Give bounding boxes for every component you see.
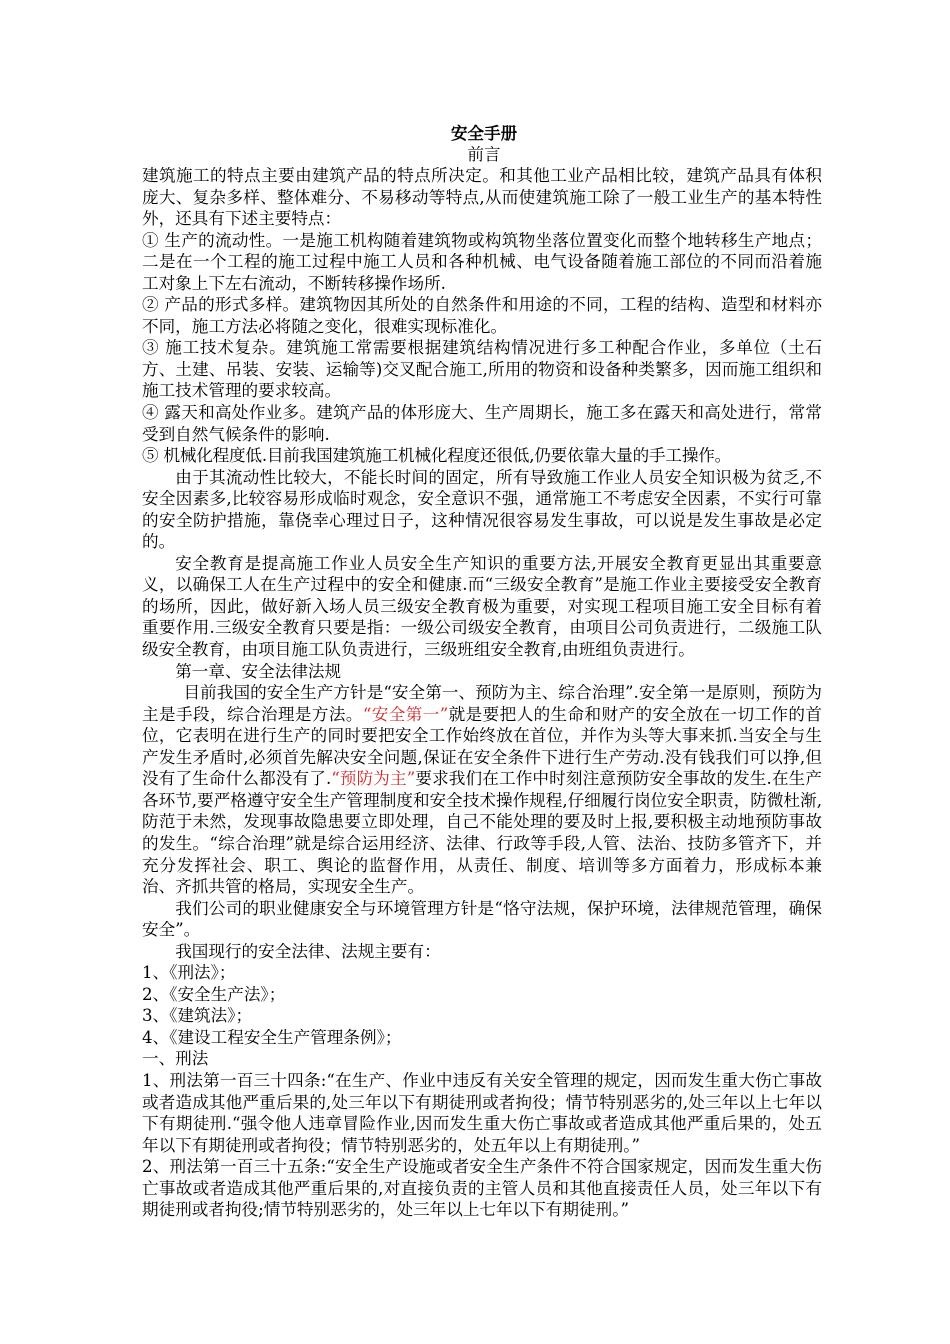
chapter-heading: 第一章、安全法律法规 (175, 661, 342, 681)
section-heading: 一、刑法 (142, 1049, 209, 1069)
intro-paragraph: 建筑施工的特点主要由建筑产品的特点所决定。和其他工业产品相比较，建筑产品具有体积庞大、复杂多样、整体难分、不易移动等特点,从而使建筑施工除了一般工业生产的基本特性外，还具有下述主要特点： (142, 166, 822, 229)
mobility-paragraph: 由于其流动性比较大，不能长时间的固定，所有导致施工作业人员安全知识极为贫乏,不安全因素多,比较容易形成临时观念，安全意识不强，通常施工不考虑安全因素，不实行可靠的安全防护措施，靠侥幸心理过日子，这种情况很容易发生事故，可以说是发生事故是必定的。 (142, 467, 822, 552)
policy-text-2: 就是要把人的生命和财产的安全放在一切工作的首位，它表明在进行生产的同时要把安全工作始终放在首位，并作为头等大事来抓.当安全与生产发生矛盾时,必须首先解决安全问题,保证在安全条件下进行生产劳动.没有钱我们可以挣,但没有了生命什么都没有了. (142, 704, 823, 789)
law-list-item: 2、《安全生产法》； (142, 984, 286, 1004)
policy-text-1: 目前我国的安全生产方针是“安全第一、预防为主、综合治理”.安全第一是原则，预防为主是手段，综合治理是方法。 (142, 683, 822, 724)
law-list-item: 1、《刑法》； (142, 963, 236, 983)
feature-item-2: ② 产品的形式多样。建筑物因其所处的自然条件和用途的不同，工程的结构、造型和材料亦不同，施工方法必将随之变化，很难实现标准化。 (142, 295, 822, 336)
education-paragraph: 安全教育是提高施工作业人员安全生产知识的重要方法,开展安全教育更显出其重要意义，以确保工人在生产过程中的安全和健康.而“三级安全教育”是施工作业主要接受安全教育的场所，因此，做好新入场人员三级安全教育极为重要，对实现工程项目施工安全目标有着重要作用.三级安全教育只要是指：一级公司级安全教育，由项目公司负责进行，二级施工队级安全教育，由项目施工队负责进行，三级班组安全教育,由班组负责进行。 (142, 553, 822, 660)
company-policy-paragraph: 我们公司的职业健康安全与环境管理方针是“恪守法规，保护环境，法律规范管理，确保安全”。 (142, 898, 822, 940)
article-paragraph-2: 2、刑法第一百三十五条:“安全生产设施或者安全生产条件不符合国家规定，因而发生重大伤亡事故或者造成其他严重后果的,对直接负责的主管人员和其他直接责任人员，处三年以下有期徒刑或者拘役;情节特别恶劣的，处三年以上七年以下有期徒刑。” (142, 1157, 822, 1220)
policy-highlight-safety-first: “安全第一” (362, 704, 449, 724)
document-subtitle: 前言 (467, 145, 501, 164)
document-page (142, 122, 822, 1221)
feature-item-4: ④ 露天和高处作业多。建筑产品的体形庞大、生产周期长，施工多在露天和高处进行，常常受到自然气候条件的影响. (142, 403, 822, 444)
laws-intro: 我国现行的安全法律、法规主要有： (175, 941, 441, 961)
document-title: 安全手册 (450, 123, 518, 143)
law-list-item: 3、《建筑法》； (142, 1006, 253, 1026)
feature-item-5: ⑤ 机械化程度低.目前我国建筑施工机械化程度还很低,仍要依靠大量的手工操作。 (142, 446, 732, 466)
feature-item-1: ① 生产的流动性。一是施工机构随着建筑物或构筑物坐落位置变化而整个地转移生产地点；二是在一个工程的施工过程中施工人员和各种机械、电气设备随着施工部位的不同而沿着施工对象上下左右流动，不断转移操作场所. (142, 230, 822, 293)
article-paragraph-1: 1、刑法第一百三十四条:“在生产、作业中违反有关安全管理的规定，因而发生重大伤亡事故或者造成其他严重后果的,处三年以下有期徒刑或者拘役；情节特别恶劣的,处三年以上七年以下有期徒刑.“强令他人违章冒险作业,因而发生重大伤亡事故或者造成其他严重后果的，处五年以下有期徒刑或者拘役；情节特别恶劣的，处五年以上有期徒刑。” (142, 1070, 822, 1155)
policy-paragraph (142, 682, 822, 897)
policy-text-3: 要求我们在工作中时刻注意预防安全事故的发生.在生产各环节,要严格遵守安全生产管理制度和安全技术操作规程,仔细履行岗位安全职责，防微杜渐,防范于未然，发现事故隐患要立即处理，自己不能处理的要及时上报,要积极主动地预防事故的发生。“综合治理”就是综合运用经济、法律、行政等手段,人管、法治、技防多管齐下，并充分发挥社会、职工、舆论的监督作用，从责任、制度、培训等多方面着力，形成标本兼治、齐抓共管的格局，实现安全生产。 (142, 769, 822, 897)
feature-item-3: ③ 施工技术复杂。建筑施工常需要根据建筑结构情况进行多工种配合作业，多单位（土石方、土建、吊装、安装、运输等)交叉配合施工,所用的物资和设备种类繁多，因而施工组织和施工技术管理的要求较高。 (142, 338, 822, 401)
law-list-item: 4、《建设工程安全生产管理条例》； (142, 1027, 402, 1047)
policy-highlight-prevention-first: “预防为主” (331, 769, 416, 789)
